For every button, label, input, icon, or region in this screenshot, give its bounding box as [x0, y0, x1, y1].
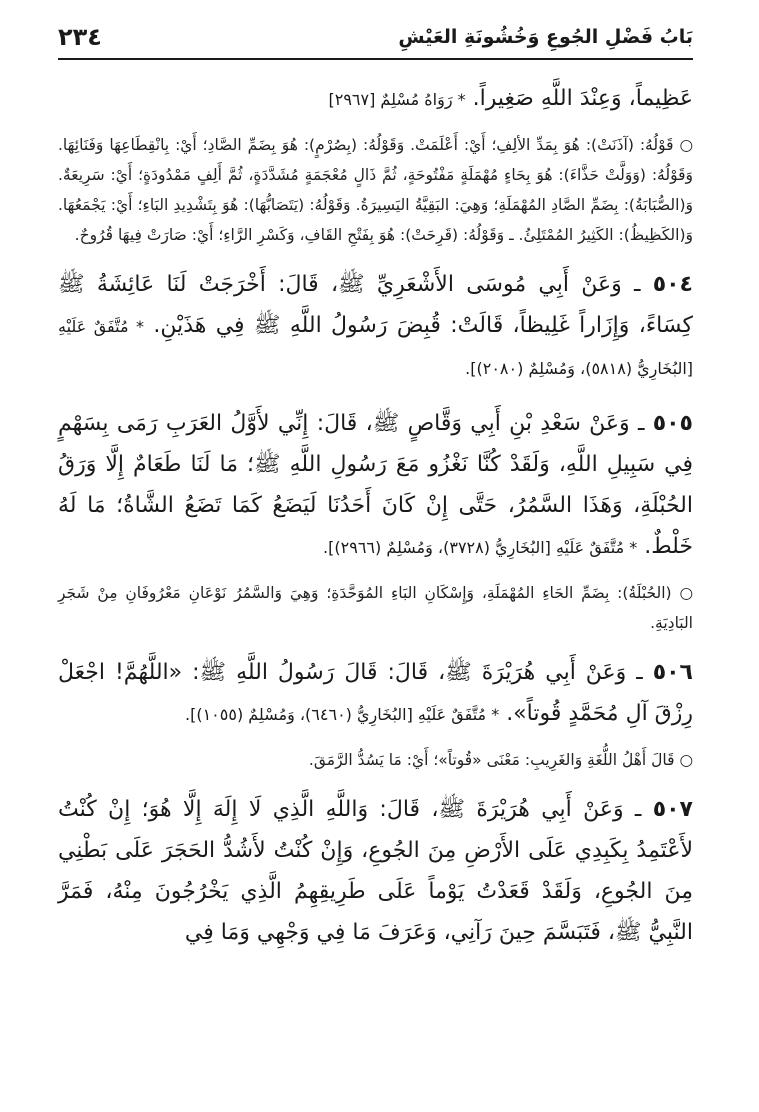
hadith-number: ٥٠٤: [652, 272, 693, 297]
hadith-text: ـ وَعَنْ أَبِي هُرَيْرَةَ ﷺ، قَالَ: قَالَ رَسُولُ اللَّهِ ﷺ: «اللَّهُمَّ! اجْعَلْ رِزْقَ آلِ مُحَمَّدٍ قُوتاً».: [58, 660, 693, 726]
paragraph-continuation: [58, 78, 693, 120]
hadith-text: ـ وَعَنْ أَبِي هُرَيْرَةَ ﷺ، قَالَ: وَاللَّهِ الَّذِي لَا إِلَهَ إِلَّا هُوَ؛ إِنْ كُنْتُ لأَعْتَمِدُ بِكَبِدِي عَلَى الأَرْضِ مِنَ الجُوعِ، وَإِنْ كُنْتُ لأَشُدُّ الحَجَرَ عَلَى بَطْنِي مِنَ الجُوعِ، وَلَقَدْ قَعَدْتُ يَوْماً عَلَى طَرِيقِهِمُ الَّذِي يَخْرُجُونَ مِنْهُ، فَمَرَّ النَّبِيُّ ﷺ، فَتَبَسَّمَ حِينَ رَآنِي، وَعَرَفَ مَا فِي وَجْهِي وَمَا فِي: [58, 797, 693, 945]
commentary-note: ○ قَالَ أَهْلُ اللُّغَةِ وَالغَرِيبِ: مَعْنَى «قُوتاً»؛ أَيْ: مَا يَسُدُّ الرَّمَقَ.: [308, 751, 693, 769]
chapter-title: بَابُ فَضْلِ الجُوعِ وَخُشُونَةِ العَيْشِ: [398, 26, 693, 48]
hadith-507: [58, 789, 693, 953]
page-number: ٢٣٤: [58, 23, 102, 51]
commentary-note: ○ قَوْلُهُ: (آذَنَتْ): هُوَ بِمَدِّ الألِفِ؛ أَيْ: أَعْلَمَتْ. وَقَوْلُهُ: (بِصُرْمٍ): هُوَ بِضَمِّ الصَّادِ؛ أَيْ: بِانْقِطَاعِهَا وَفَنَائِهَا. وَقَوْلُهُ: (وَوَلَّتْ حَذَّاءَ): هُوَ بِحَاءٍ مُهْمَلَةٍ مَفْتُوحَةٍ، ثُمَّ ذَالٍ مُعْجَمَةٍ مُشَدَّدَةٍ، ثُمَّ أَلِفٍ مَمْدُودَةٍ؛ أَيْ: سَرِيعَةٌ. وَ(الصُّبَابَةُ): بِضَمِّ الصَّادِ المُهْمَلَةِ؛ وَهِيَ: البَقِيَّةُ اليَسِيرَةُ. وَقَوْلُهُ: (يَتَصَابُّهَا): هُوَ بِتَشْدِيدِ البَاءِ؛ أَيْ: يَجْمَعُهَا. وَ(الكَظِيظُ): الكَثِيرُ المُمْتَلِئُ. ـ وَقَوْلُهُ: (قَرِحَتْ): هُوَ بِفَتْحِ القَافِ، وَكَسْرِ الرَّاءِ؛ أَيْ: صَارَتْ فِيهَا قُرُوحٌ.: [58, 136, 693, 244]
hadith-number: ٥٠٧: [652, 797, 693, 822]
hadith-number: ٥٠٦: [652, 660, 693, 685]
hadith-505: [58, 403, 693, 568]
commentary-note: ○ (الحُبْلَةُ): بِضَمِّ الحَاءِ المُهْمَلَةِ، وَإِسْكَانِ البَاءِ المُوَحَّدَةِ؛ وَهِيَ وَالسَّمُرُ نَوْعَانِ مَعْرُوفَانِ مِنْ شَجَرِ البَادِيَةِ.: [58, 584, 693, 632]
page-content: [58, 78, 693, 953]
hadith-reference: * رَوَاهُ مُسْلِمٌ [٢٩٦٧]: [328, 90, 466, 109]
paragraph-text: عَظِيماً، وَعِنْدَ اللَّهِ صَغِيراً.: [472, 86, 693, 111]
hadith-reference: * مُتَّفَقٌ عَلَيْهِ [البُخَارِيُّ (٥٨١٨)، وَمُسْلِمٌ (٢٠٨٠)].: [58, 317, 693, 378]
hadith-506: [58, 652, 693, 735]
hadith-text: ـ وَعَنْ سَعْدِ بْنِ أَبِي وَقَّاصٍ ﷺ، قَالَ: إِنِّي لأَوَّلُ العَرَبِ رَمَى بِسَهْمٍ فِي سَبِيلِ اللَّهِ، وَلَقَدْ كُنَّا نَغْزُو مَعَ رَسُولِ اللَّهِ ﷺ؛ مَا لَنَا طَعَامٌ إِلَّا وَرَقُ الحُبْلَةِ، وَهَذَا السَّمُرُ، حَتَّى إِنْ كَانَ أَحَدُنَا لَيَضَعُ كَمَا تَضَعُ الشَّاةُ؛ مَا لَهُ خَلْطٌ.: [58, 411, 693, 559]
hadith-reference: * مُتَّفَقٌ عَلَيْهِ [البُخَارِيُّ (٦٤٦٠)، وَمُسْلِمٌ (١٠٥٥)].: [185, 705, 500, 724]
hadith-504: [58, 264, 693, 389]
hadith-text: ـ وَعَنْ أَبِي مُوسَى الأَشْعَرِيِّ ﷺ، قَالَ: أَخْرَجَتْ لَنَا عَائِشَةُ ﷺ كِسَاءً، وَإِزَاراً غَلِيظاً، قَالَتْ: قُبِضَ رَسُولُ اللَّهِ ﷺ فِي هَذَيْنِ.: [58, 272, 693, 338]
page-header: [58, 18, 693, 52]
header-rule: [58, 58, 693, 60]
hadith-reference: * مُتَّفَقٌ عَلَيْهِ [البُخَارِيُّ (٣٧٢٨)، وَمُسْلِمٌ (٢٩٦٦)].: [323, 538, 638, 557]
hadith-number: ٥٠٥: [652, 411, 693, 436]
